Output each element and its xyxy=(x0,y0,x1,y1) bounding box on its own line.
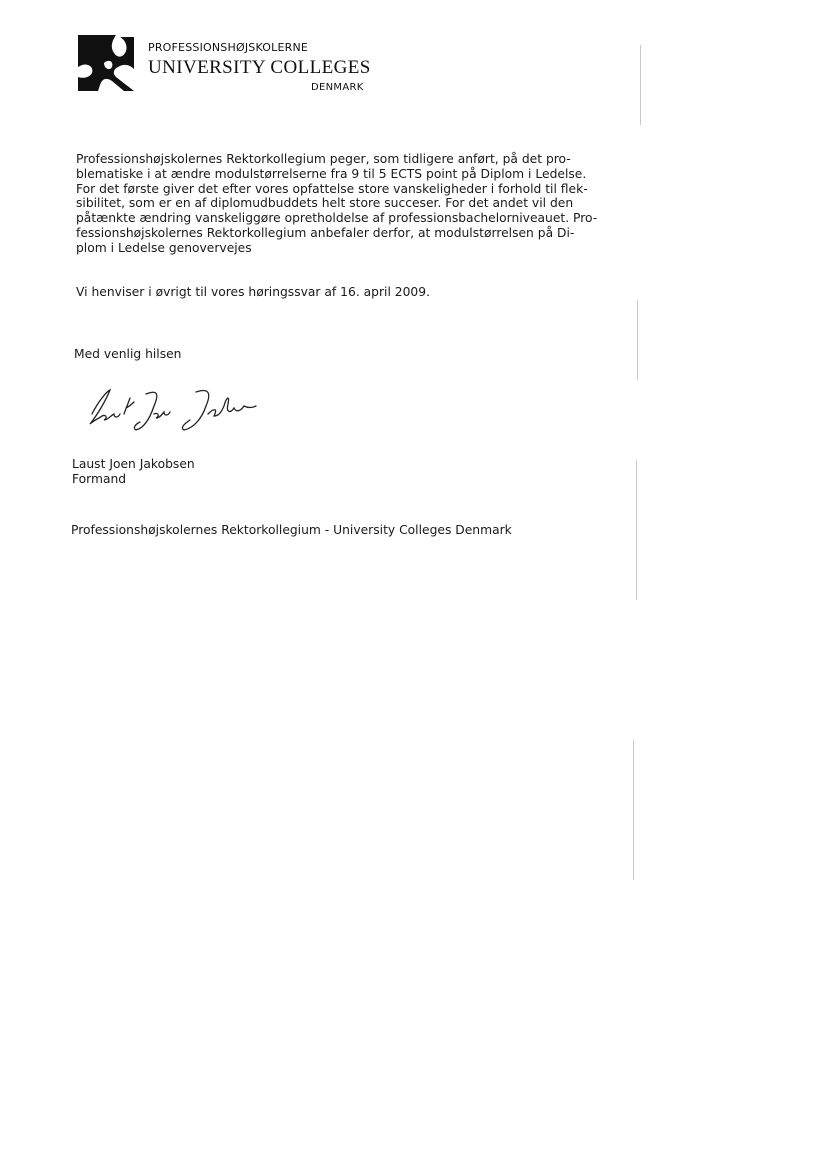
signatory-name: Laust Joen Jakobsen xyxy=(72,457,195,471)
closing-greeting: Med venlig hilsen xyxy=(74,347,182,361)
scan-artifact xyxy=(637,300,638,380)
scan-artifact xyxy=(636,460,637,600)
organization-logo-mark xyxy=(76,33,136,93)
organization-country: DENMARK xyxy=(311,82,364,93)
scan-artifact xyxy=(633,740,634,880)
paragraph-line: Professionshøjskolernes Rektorkollegium peger, som tidligere anført, på det pro- xyxy=(76,152,571,166)
signatory-block xyxy=(72,457,195,487)
organization-name: UNIVERSITY COLLEGES xyxy=(148,57,371,78)
body-paragraph-1 xyxy=(76,152,597,256)
paragraph-line: plom i Ledelse genovervejes xyxy=(76,240,252,255)
footer-organization: Professionshøjskolernes Rektorkollegium - University Colleges Denmark xyxy=(71,523,512,537)
paragraph-line: sibilitet, som er en af diplomudbuddets helt store succeser. For det andet vil den xyxy=(76,196,574,211)
paragraph-line: blematiske i at ændre modulstørrelserne fra 9 til 5 ECTS point på Diplom i Ledelse. xyxy=(76,166,587,181)
scan-artifact xyxy=(640,45,641,125)
signatory-title: Formand xyxy=(72,472,127,486)
paragraph-line: påtænkte ændring vanskeliggøre opretholdelse af professionsbachelorniveauet. Pro- xyxy=(76,211,598,226)
organization-small-label: PROFESSIONSHØJSKOLERNE xyxy=(148,41,309,54)
paragraph-line: fessionshøjskolernes Rektorkollegium anbefaler derfor, at modulstørrelsen på Di- xyxy=(76,225,575,240)
body-paragraph-2: Vi henviser i øvrigt til vores høringssvar af 16. april 2009. xyxy=(76,285,430,299)
paragraph-line: For det første giver det efter vores opfattelse store vanskeligheder i forhold til flek- xyxy=(76,181,588,196)
handwritten-signature xyxy=(84,384,259,432)
